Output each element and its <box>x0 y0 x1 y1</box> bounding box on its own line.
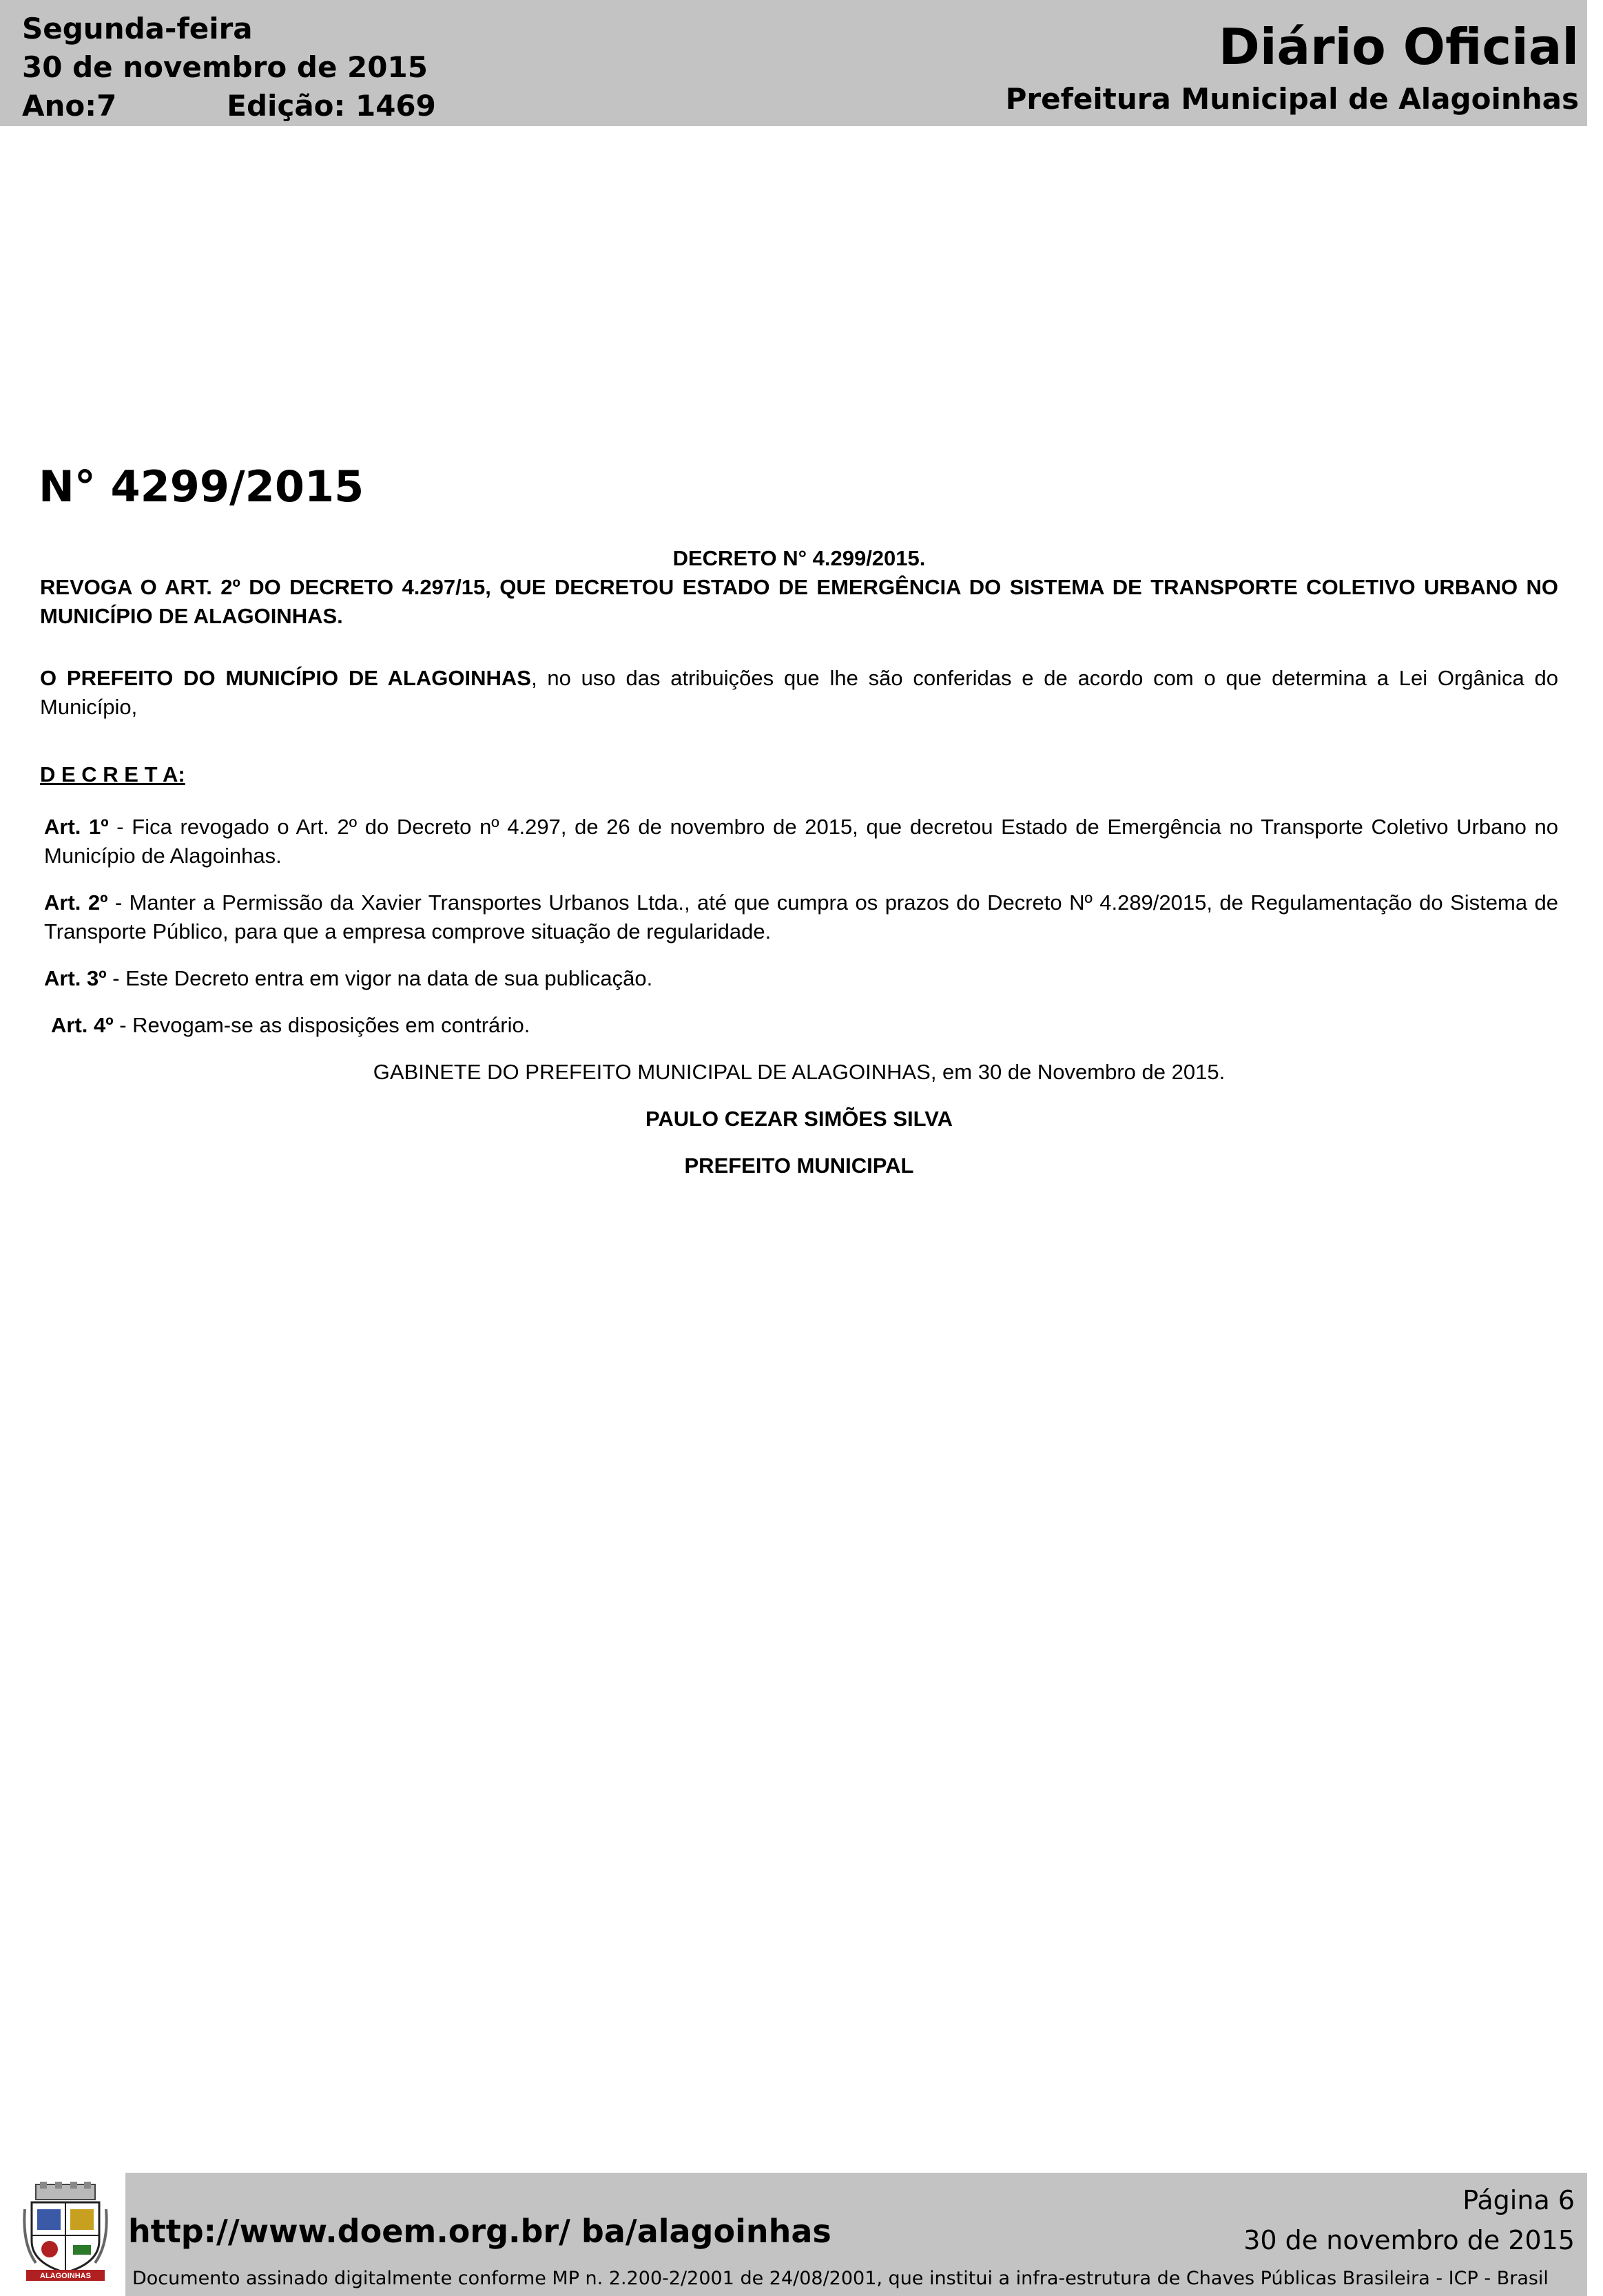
edition-value: 1469 <box>355 89 436 123</box>
article-label: Art. 4º <box>51 1013 114 1037</box>
issue-info <box>22 10 436 125</box>
issue-year-edition <box>22 87 436 125</box>
article-label: Art. 3º <box>44 966 107 990</box>
edition-label: Edição: <box>227 89 346 123</box>
closing-line: GABINETE DO PREFEITO MUNICIPAL DE ALAGOINHAS, em 30 de Novembro de 2015. <box>373 1060 1225 1084</box>
article-text: - Manter a Permissão da Xavier Transportes Urbanos Ltda., até que cumpra os prazos do Decreto Nº 4.289/2015, de Regulamentação do Sistema de Transporte Público, para que a empresa comprove situação de regularidade. <box>44 890 1558 943</box>
decree-title: DECRETO N° 4.299/2015. <box>672 546 926 570</box>
article-2 <box>40 888 1558 946</box>
digital-signature-notice: Documento assinado digitalmente conforme MP n. 2.200-2/2001 de 24/08/2001, que institui a infra-estrutura de Chaves Públicas Brasileira - ICP - Brasil <box>132 2268 1549 2289</box>
logo-ribbon-text: ALAGOINHAS <box>40 2272 91 2280</box>
signer-title: PREFEITO MUNICIPAL <box>684 1154 914 1178</box>
issue-date: 30 de novembro de 2015 <box>22 50 428 84</box>
decree-preamble <box>40 664 1558 722</box>
article-label: Art. 1º <box>44 815 109 839</box>
signer-name: PAULO CEZAR SIMÕES SILVA <box>645 1107 953 1131</box>
year-value: 7 <box>96 89 117 123</box>
article-text: - Revogam-se as disposições em contrário. <box>113 1013 530 1037</box>
article-4 <box>40 1011 1558 1040</box>
article-label: Art. 2º <box>44 890 108 915</box>
year-label: Ano: <box>22 89 97 123</box>
preamble-text: , no uso das atribuições que lhe são conferidas e de acordo com o que determina a Lei Orgânica do Município, <box>40 666 1558 719</box>
decree-summary: REVOGA O ART. 2º DO DECRETO 4.297/15, QUE DECRETOU ESTADO DE EMERGÊNCIA DO SISTEMA DE TRANSPORTE COLETIVO URBANO NO MUNICÍPIO DE ALAGOINHAS. <box>40 575 1558 628</box>
page-number: Página 6 <box>1462 2185 1575 2215</box>
alagoinhas-coat-of-arms-icon <box>22 2182 109 2282</box>
decree-body <box>40 544 1558 1180</box>
article-text: - Fica revogado o Art. 2º do Decreto nº 4.297, de 26 de novembro de 2015, que decretou Estado de Emergência no Transporte Coletivo Urbano no Município de Alagoinhas. <box>44 815 1558 868</box>
article-1 <box>40 813 1558 870</box>
document-number: N° 4299/2015 <box>39 461 364 512</box>
header-band <box>0 0 1587 126</box>
issue-weekday: Segunda-feira <box>22 12 253 45</box>
footer-url-link[interactable]: http://www.doem.org.br/ ba/alagoinhas <box>128 2213 831 2250</box>
publication-subtitle: Prefeitura Municipal de Alagoinhas <box>1005 82 1579 116</box>
publication-title-block <box>1006 14 1579 118</box>
decreta-heading: D E C R E T A: <box>40 762 185 786</box>
article-3 <box>40 964 1558 993</box>
footer-date: 30 de novembro de 2015 <box>1243 2225 1575 2255</box>
publication-title: Diário Oficial <box>1219 18 1579 76</box>
article-text: - Este Decreto entra em vigor na data de sua publicação. <box>106 966 653 990</box>
footer-band <box>125 2173 1587 2296</box>
preamble-authority: O PREFEITO DO MUNICÍPIO DE ALAGOINHAS <box>40 666 531 690</box>
